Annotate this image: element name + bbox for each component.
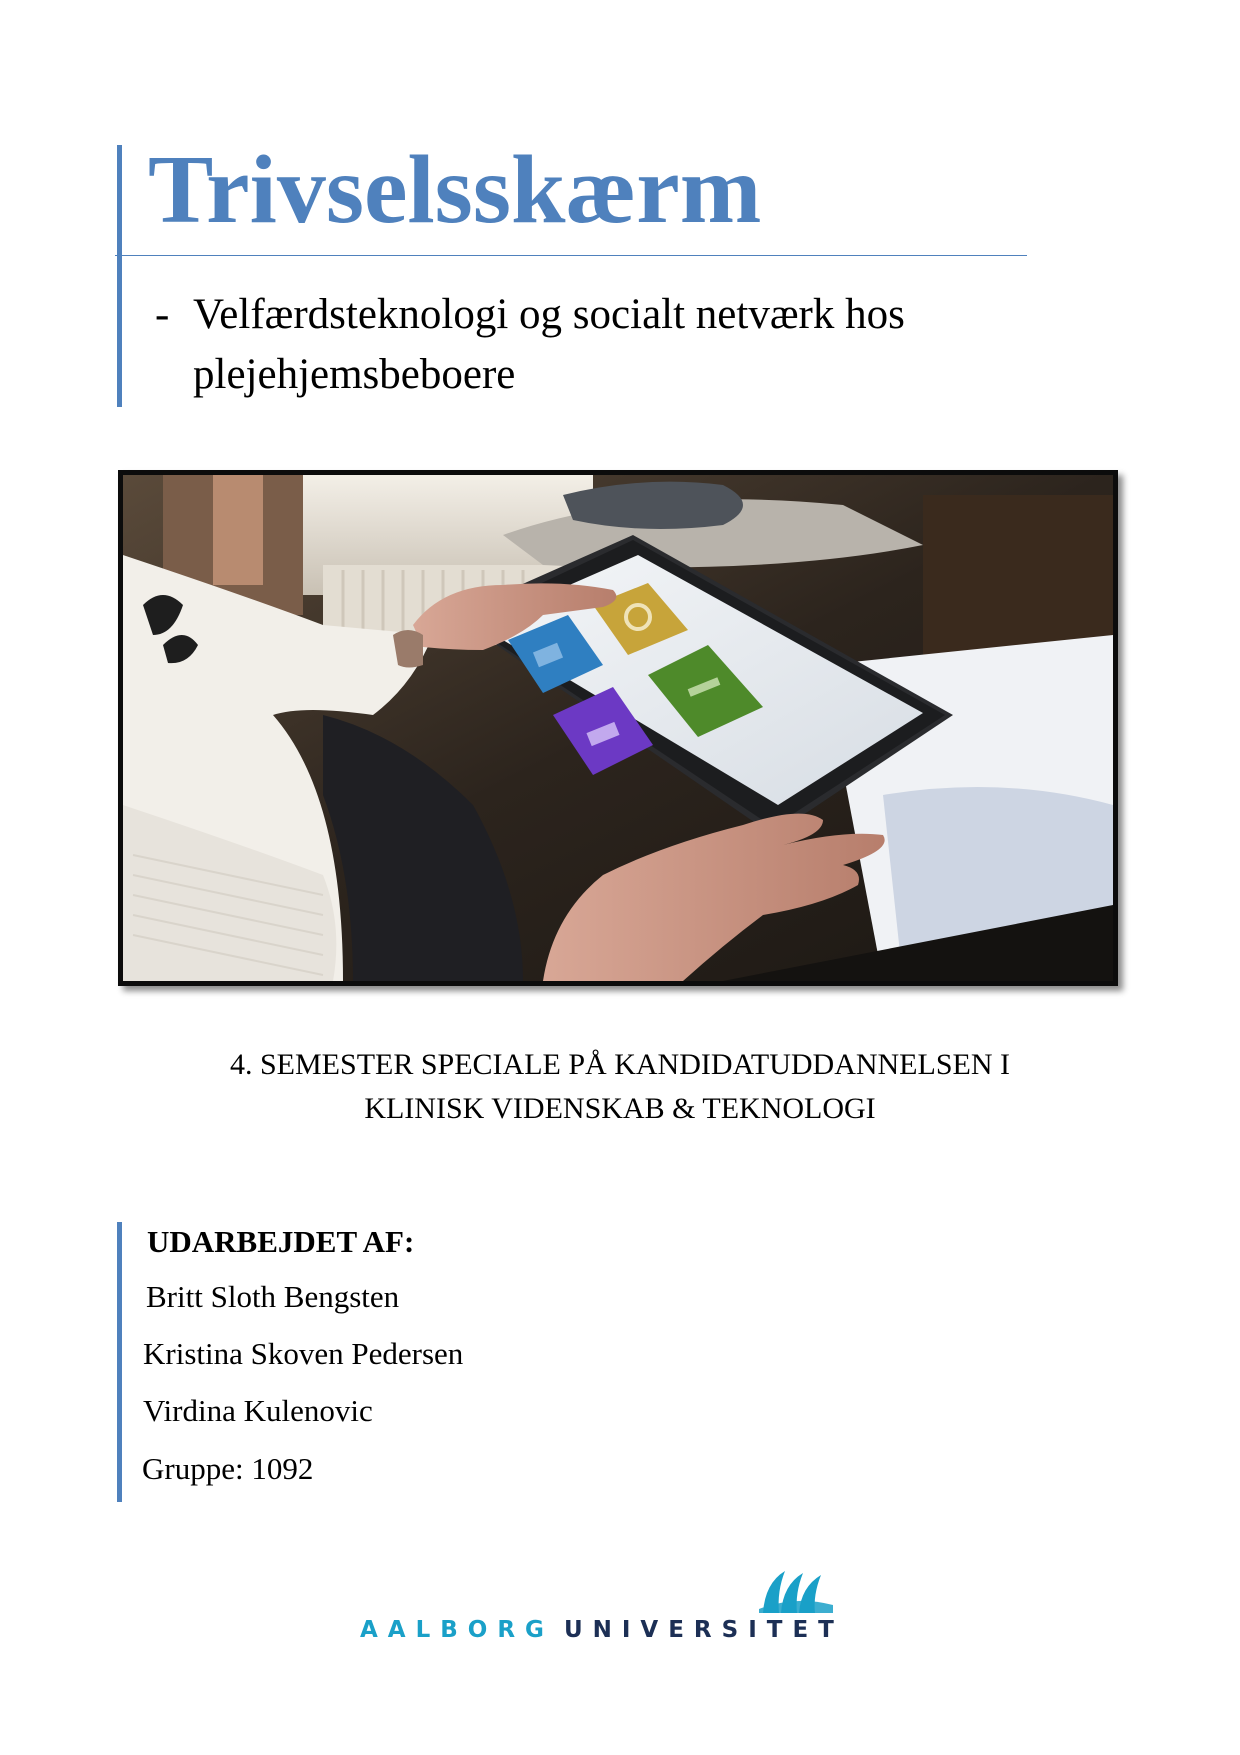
title-block (117, 136, 1027, 407)
authors-heading: UDARBEJDET AF: (147, 1224, 415, 1259)
logo-wordmark (360, 1617, 844, 1643)
title-accent-bar (117, 145, 122, 407)
title-divider (115, 255, 1027, 256)
semester-line-2: KLINISK VIDENSKAB & TEKNOLOGI (364, 1092, 876, 1125)
author-name: Kristina Skoven Pedersen (143, 1336, 464, 1371)
semester-heading (120, 1043, 1120, 1131)
document-subtitle (155, 285, 1015, 405)
authors-accent-bar (117, 1222, 122, 1502)
document-title: Trivselsskærm (148, 136, 762, 244)
tablet-photo-illustration (123, 475, 1113, 981)
semester-line-1: 4. SEMESTER SPECIALE PÅ KANDIDATUDDANNELSEN I (230, 1048, 1010, 1081)
subtitle-dash: - (155, 291, 170, 338)
wave-logo-icon (755, 1565, 835, 1615)
logo-word-universitet: UNIVERSITET (563, 1617, 844, 1643)
logo-word-aalborg: AALBORG (360, 1617, 554, 1643)
author-name: Britt Sloth Bengsten (146, 1279, 400, 1314)
subtitle-text: Velfærdsteknologi og socialt netværk hos plejehjemsbeboere (193, 291, 905, 398)
authors-block (117, 1222, 717, 1502)
aalborg-university-logo (330, 1565, 910, 1675)
cover-photo (118, 470, 1118, 986)
group-number: Gruppe: 1092 (142, 1451, 314, 1486)
author-name: Virdina Kulenovic (143, 1393, 373, 1428)
